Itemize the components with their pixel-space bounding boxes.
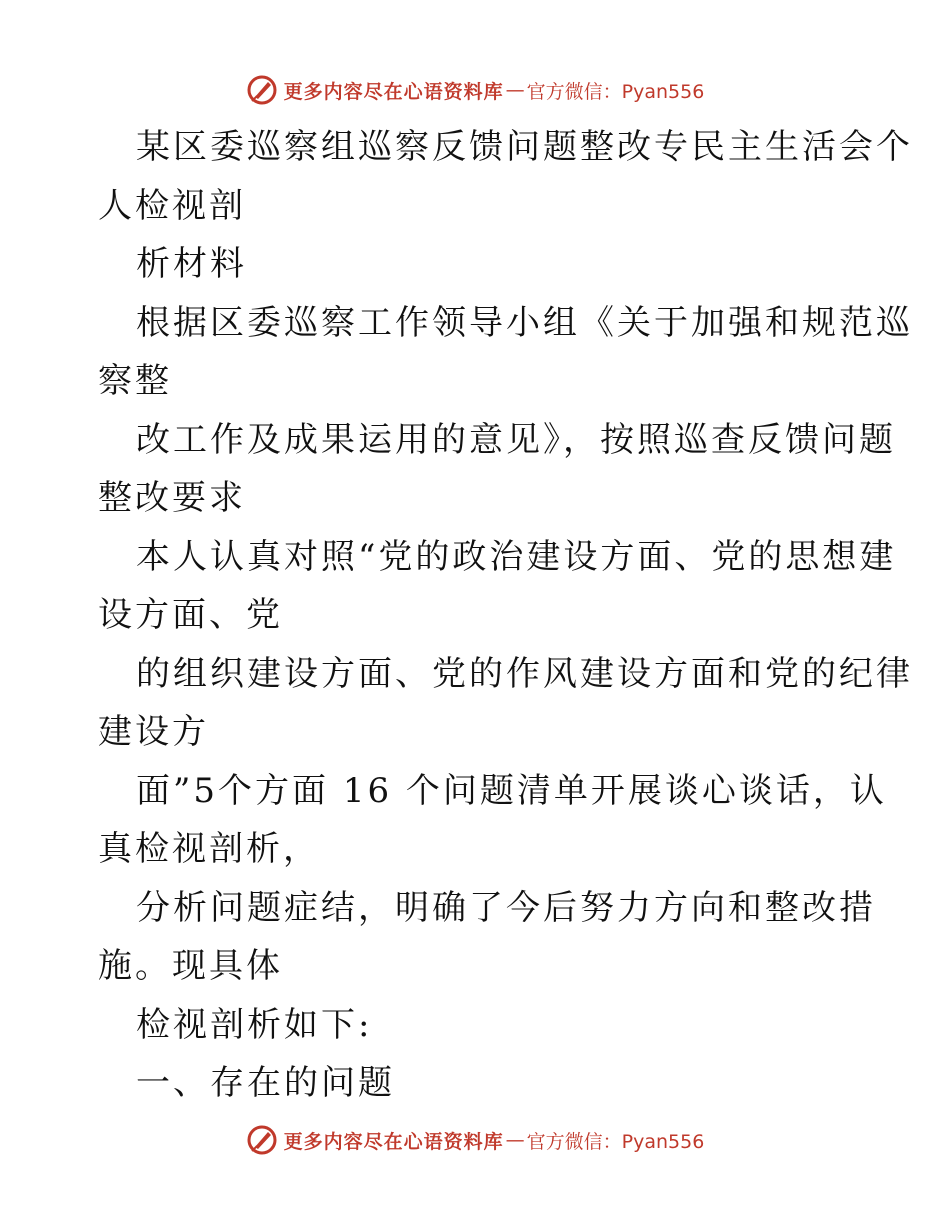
doc-line: 施。现具体 [98,946,283,986]
section-heading: 一、存在的问题 [136,1063,395,1103]
quill-logo-icon [246,74,278,106]
doc-line: 面”5个方面 16 个问题清单开展谈心谈话，认 [136,770,887,811]
doc-line: 根据区委巡察工作领导小组《关于加强和规范巡 [136,302,913,343]
header-banner [0,70,950,110]
doc-line: 分析问题症结，明确了今后努力方向和整改措 [136,887,876,928]
banner-text: 更多内容尽在心语资料库 [283,1130,504,1153]
banner-separator: — [505,79,525,101]
document-body [98,118,913,1113]
banner-text: 更多内容尽在心语资料库 [283,80,504,103]
doc-line: 建设方 [98,712,209,752]
footer-banner [0,1120,950,1160]
doc-line: 整改要求 [98,478,246,518]
banner-contact: 官方微信：Pyan556 [526,1130,705,1153]
doc-line: 人检视剖 [98,185,246,226]
doc-line: 本人认真对照“党的政治建设方面、党的思想建 [136,536,897,577]
doc-line: 检视剖析如下: [136,1004,373,1045]
doc-line: 真检视剖析， [98,829,320,869]
banner-contact: 官方微信：Pyan556 [526,80,705,103]
doc-line: 察整 [98,361,172,401]
doc-line: 改工作及成果运用的意见》，按照巡查反馈问题 [136,419,896,460]
banner-separator: — [505,1129,525,1151]
doc-line: 析材料 [136,244,247,284]
quill-logo-icon [246,1124,278,1156]
doc-line: 设方面、党 [98,595,283,635]
doc-line: 某区委巡察组巡察反馈问题整改专民主生活会个 [136,127,913,167]
doc-line: 的组织建设方面、党的作风建设方面和党的纪律 [136,653,913,694]
